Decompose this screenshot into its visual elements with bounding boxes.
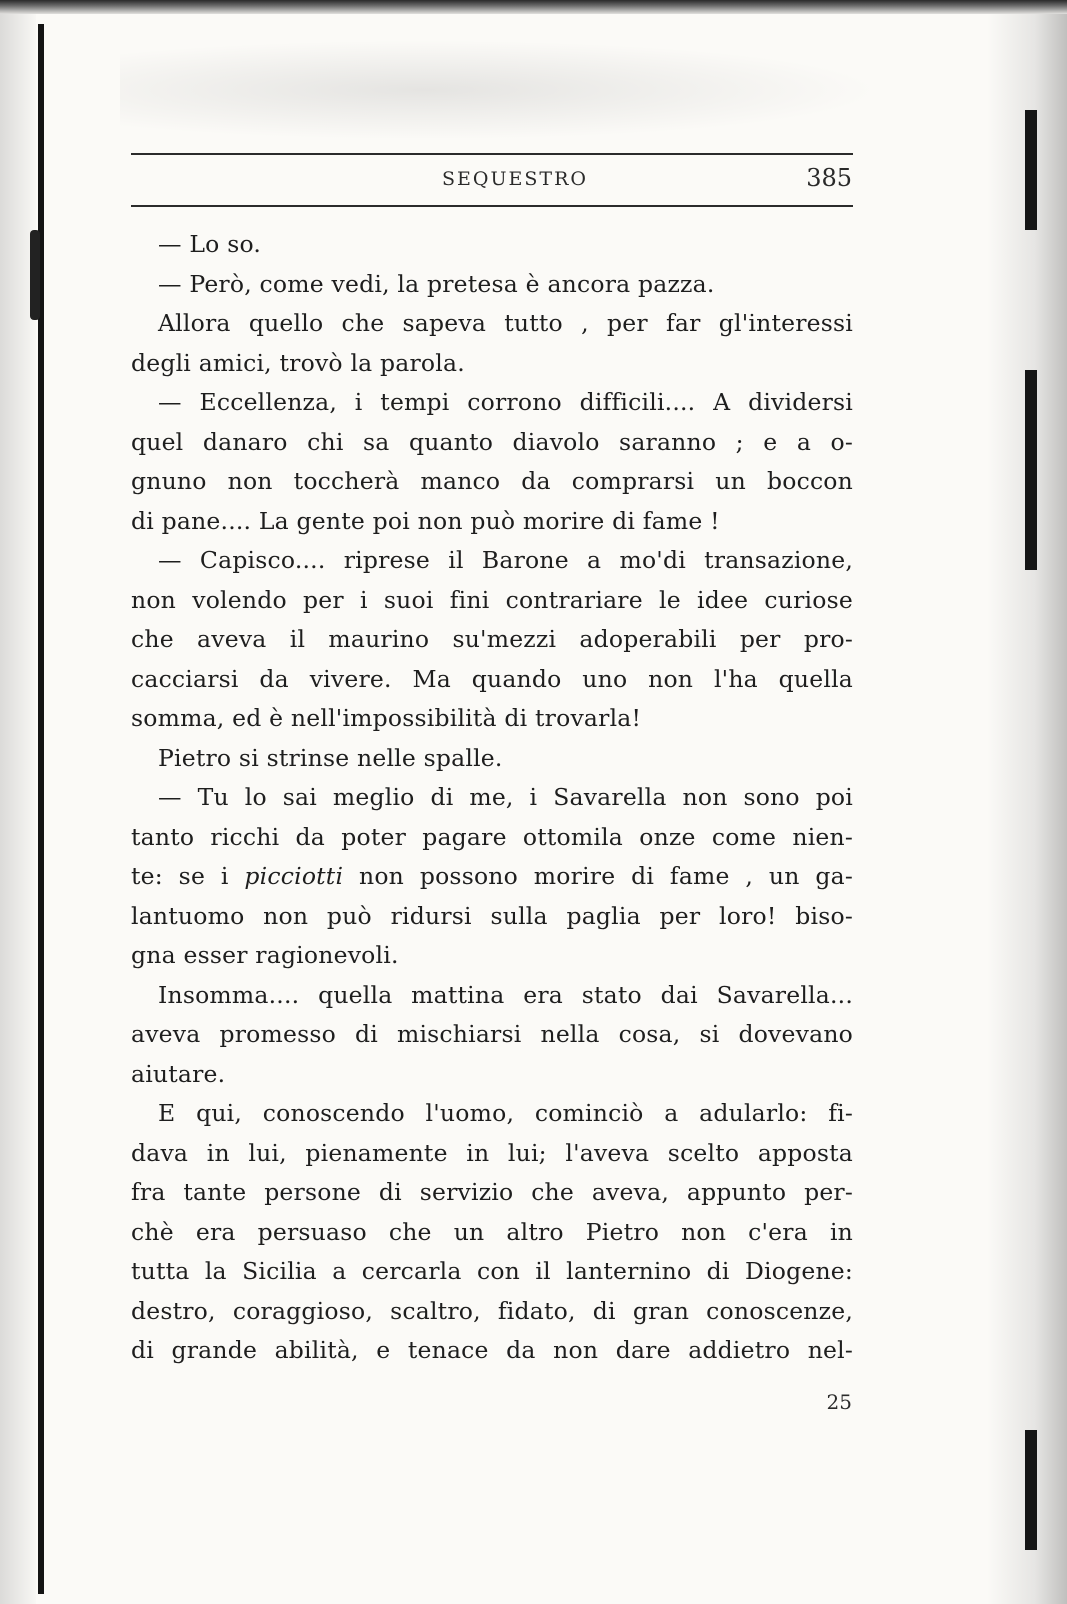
text-line: di grande abilità, e tenace da non dare addietro nel- [131, 1336, 853, 1364]
text-line: quel danaro chi sa quanto diavolo saranno ; e a o- [131, 427, 853, 456]
header-rule-bottom [131, 205, 853, 207]
text-line: aiutare. [131, 1059, 226, 1088]
signature-mark: 25 [826, 1390, 852, 1414]
text-fragment: te: se i [131, 862, 229, 890]
italic-word: picciotti [244, 862, 344, 890]
text-line: tutta la Sicilia a cercarla con il lanternino di Diogene: [131, 1257, 853, 1285]
scan-right-mark [1025, 370, 1037, 570]
text-line: — Capisco.... riprese il Barone a mo'di transazione, [158, 546, 853, 574]
text-line: gnuno non toccherà manco da comprarsi un boccon [131, 467, 853, 495]
text-line: destro, coraggioso, scaltro, fidato, di gran conoscenze, [131, 1296, 853, 1325]
text-line: — Tu lo sai meglio di me, i Savarella non sono poi [158, 783, 853, 811]
text-line: Allora quello che sapeva tutto , per far gl'interessi [158, 309, 853, 337]
scan-binding-mark [30, 230, 40, 320]
text-line: — Lo so. [158, 230, 262, 258]
text-line: non volendo per i suoi fini contrariare le idee curiose [131, 585, 853, 614]
text-line: di pane.... La gente poi non può morire di fame ! [131, 506, 720, 535]
scan-top-noise [120, 40, 880, 140]
text-line: Pietro si strinse nelle spalle. [158, 743, 503, 772]
text-line: dava in lui, pienamente in lui; l'aveva scelto apposta [131, 1138, 853, 1167]
text-line: lantuomo non può ridursi sulla paglia per loro! biso- [131, 901, 853, 930]
text-line [131, 857, 853, 897]
page-number: 385 [806, 164, 852, 192]
text-line: E qui, conoscendo l'uomo, cominciò a adularlo: fi- [158, 1099, 853, 1127]
text-line: Insomma.... quella mattina era stato dai Savarella... [158, 980, 853, 1009]
text-line: gna esser ragionevoli. [131, 941, 399, 969]
text-line: somma, ed è nell'impossibilità di trovarla! [131, 704, 642, 732]
scan-right-mark [1025, 1430, 1037, 1550]
scan-right-shadow [987, 14, 1067, 1604]
text-line: — Eccellenza, i tempi corrono difficili.... A dividersi [158, 388, 853, 416]
text-line: aveva promesso di mischiarsi nella cosa, si dovevano [131, 1020, 853, 1048]
text-line: tanto ricchi da poter pagare ottomila onze come nien- [131, 822, 853, 851]
text-line: cacciarsi da vivere. Ma quando uno non l'ha quella [131, 664, 853, 693]
text-line: chè era persuaso che un altro Pietro non c'era in [131, 1217, 853, 1246]
text-line: che aveva il maurino su'mezzi adoperabili per pro- [131, 625, 853, 653]
body-text [131, 225, 853, 1371]
running-title: SEQUESTRO [442, 168, 588, 190]
text-fragment: non possono morire di fame , un ga- [359, 862, 854, 890]
text-line: degli amici, trovò la parola. [131, 348, 465, 377]
scan-right-mark [1025, 110, 1037, 230]
header-rule-top [131, 153, 853, 155]
scan-top-edge [0, 0, 1067, 14]
text-line: — Però, come vedi, la pretesa è ancora pazza. [158, 269, 715, 298]
text-line: fra tante persone di servizio che aveva, appunto per- [131, 1178, 853, 1206]
